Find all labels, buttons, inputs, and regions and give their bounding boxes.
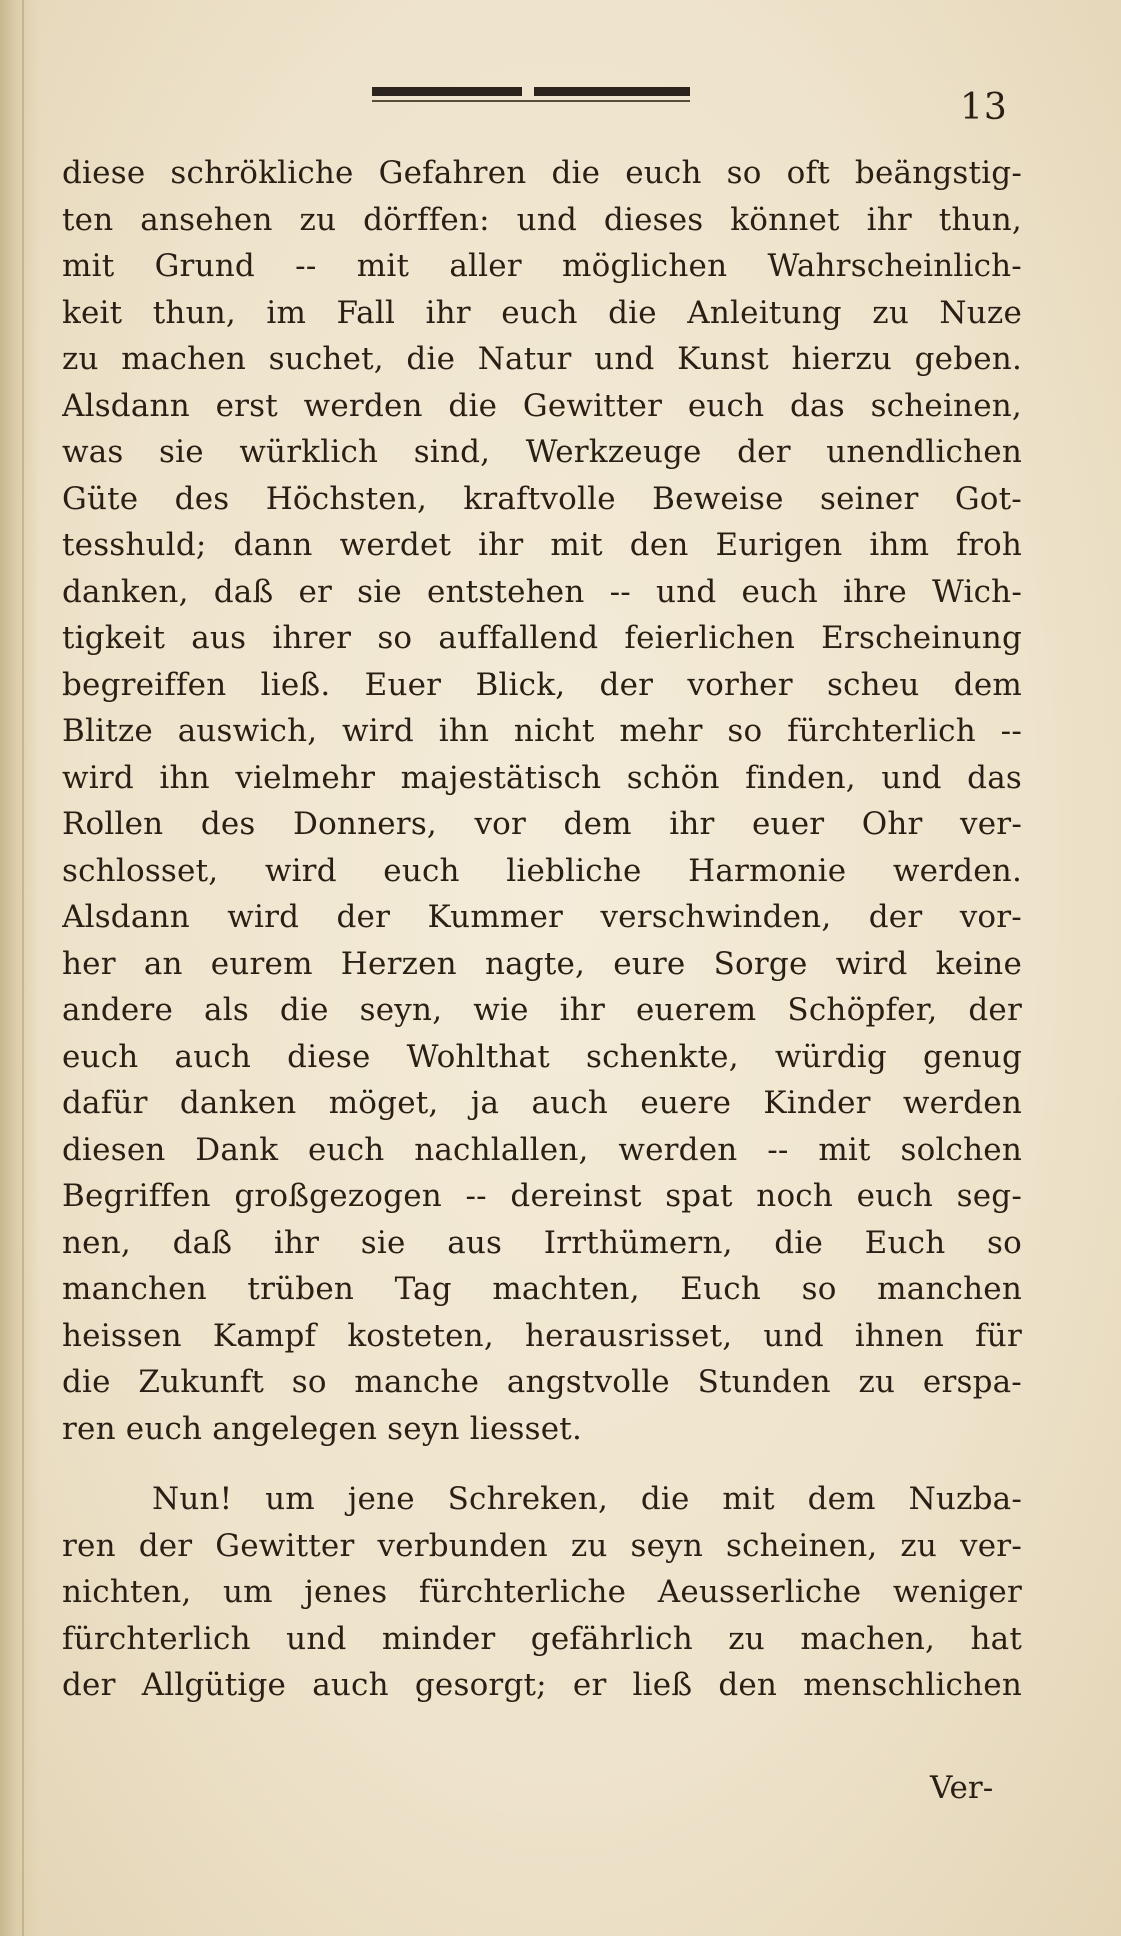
text-line: nen, daß ihr sie aus Irrthümern, die Euch so <box>62 1224 1022 1261</box>
text-line: andere als die seyn, wie ihr euerem Schöpfer, der <box>62 992 1022 1028</box>
text-line: manchen trüben Tag machten, Euch so manchen <box>62 1271 1022 1307</box>
text-line: tesshuld; dann werdet ihr mit den Eurigen ihm froh <box>62 527 1022 563</box>
text-line: dafür danken möget, ja auch euere Kinder werden <box>62 1085 1022 1121</box>
text-line: Alsdann wird der Kummer verschwinden, der vor- <box>62 899 1022 935</box>
text-line: begreiffen ließ. Euer Blick, der vorher scheu dem <box>62 666 1022 703</box>
text-line: wird ihn vielmehr majestätisch schön finden, und das <box>62 759 1022 796</box>
binding-fold <box>22 0 24 1936</box>
text-line: heissen Kampf kosteten, herausrisset, und ihnen für <box>62 1317 1022 1354</box>
gutter-shadow <box>0 0 40 1936</box>
text-line: tigkeit aus ihrer so auffallend feierlichen Erscheinung <box>62 620 1022 656</box>
text-line: zu machen suchet, die Natur und Kunst hierzu geben. <box>62 341 1022 377</box>
text-line: Güte des Höchsten, kraftvolle Beweise seiner Got- <box>62 480 1022 517</box>
text-line: schlosset, wird euch liebliche Harmonie werden. <box>62 852 1022 889</box>
text-line: diese schrökliche Gefahren die euch so oft beängstig- <box>62 155 1022 191</box>
text-line: diesen Dank euch nachlallen, werden -- mit solchen <box>62 1131 1022 1168</box>
text-line: die Zukunft so manche angstvolle Stunden zu erspa- <box>62 1364 1022 1400</box>
text-line: ren euch angelegen seyn liesset. <box>62 1410 583 1447</box>
text-line: Nun! um jene Schreken, die mit dem Nuzba- <box>152 1481 1022 1517</box>
text-line: nichten, um jenes fürchterliche Aeusserliche weniger <box>62 1574 1022 1610</box>
text-line: Begriffen großgezogen -- dereinst spat noch euch seg- <box>62 1178 1022 1214</box>
paragraph-2 <box>62 1476 1022 1709</box>
text-line: der Allgütige auch gesorgt; er ließ den menschlichen <box>62 1667 1022 1703</box>
text-line: fürchterlich und minder gefährlich zu machen, hat <box>62 1620 1022 1657</box>
text-line: mit Grund -- mit aller möglichen Wahrscheinlich- <box>62 248 1022 284</box>
text-line: ten ansehen zu dörffen: und dieses könnet ihr thun, <box>62 201 1022 238</box>
text-line: ren der Gewitter verbunden zu seyn scheinen, zu ver- <box>62 1527 1022 1564</box>
text-line: was sie würklich sind, Werkzeuge der unendlichen <box>62 434 1022 470</box>
body-text <box>62 150 1022 1709</box>
header-ornament-rule <box>372 84 690 106</box>
text-line: her an eurem Herzen nagte, eure Sorge wird keine <box>62 945 1022 982</box>
text-line: danken, daß er sie entstehen -- und euch ihre Wich- <box>62 573 1022 610</box>
text-line: euch auch diese Wohlthat schenkte, würdig genug <box>62 1038 1022 1075</box>
catchword: Ver- <box>930 1770 994 1806</box>
text-line: Alsdann erst werden die Gewitter euch das scheinen, <box>62 387 1022 424</box>
text-line: Blitze auswich, wird ihn nicht mehr so fürchterlich -- <box>62 713 1022 749</box>
text-line: Rollen des Donners, vor dem ihr euer Ohr ver- <box>62 806 1022 842</box>
page-number: 13 <box>960 87 1008 128</box>
text-line: keit thun, im Fall ihr euch die Anleitung zu Nuze <box>62 294 1022 331</box>
paragraph-1 <box>62 150 1022 1452</box>
